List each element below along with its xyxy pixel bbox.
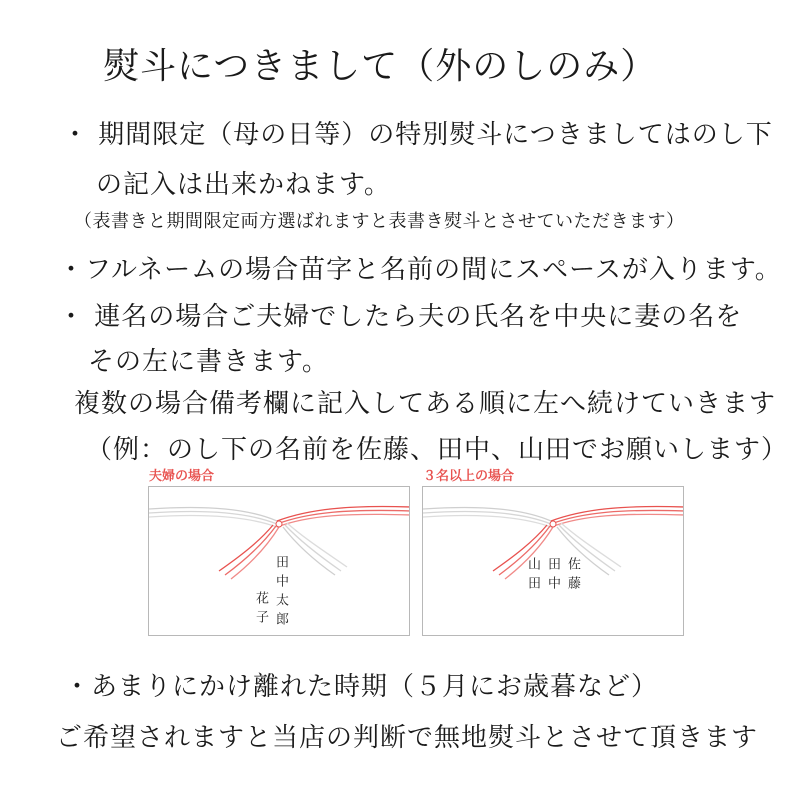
example-three-label: ３名以上の場合	[423, 469, 515, 484]
name-yamada: 山田	[525, 557, 540, 595]
noshi-card-three	[422, 486, 684, 636]
note-line-6: その左に書きます。	[88, 347, 329, 377]
note-line-5: ・ 連名の場合ご夫婦でしたら夫の氏名を中央に妻の名を	[58, 302, 743, 332]
example-couple-label: 夫婦の場合	[149, 469, 215, 484]
note-line-7: 複数の場合備考欄に記入してある順に左へ続けていきます	[74, 389, 777, 419]
note-line-1: ・ 期間限定（母の日等）の特別熨斗につきましてはのし下	[62, 120, 773, 150]
name-husband: 田中太郎	[273, 555, 288, 631]
note-line-3-small: （表書きと期間限定両方選ばれますと表書き熨斗とさせていただきます）	[74, 211, 685, 232]
example-couple	[148, 468, 410, 636]
name-wife: 花子	[253, 591, 268, 629]
note-line-4: ・フルネームの場合苗字と名前の間にスペースが入ります。	[58, 255, 782, 285]
footer-line-2: ご希望されますと当店の判断で無地熨斗とさせて頂きます	[56, 723, 759, 753]
note-line-8: （例：のし下の名前を佐藤、田中、山田でお願いします）	[86, 435, 789, 465]
noshi-card-couple	[148, 486, 410, 636]
footer-line-1: ・あまりにかけ離れた時期（５月にお歳暮など）	[64, 672, 659, 702]
page-title: 熨斗につきまして（外のしのみ）	[103, 46, 658, 87]
name-tanaka: 田中	[545, 557, 560, 595]
name-sato: 佐藤	[565, 557, 580, 595]
note-line-2: の記入は出来かねます。	[96, 170, 391, 200]
example-three-names	[422, 468, 684, 636]
